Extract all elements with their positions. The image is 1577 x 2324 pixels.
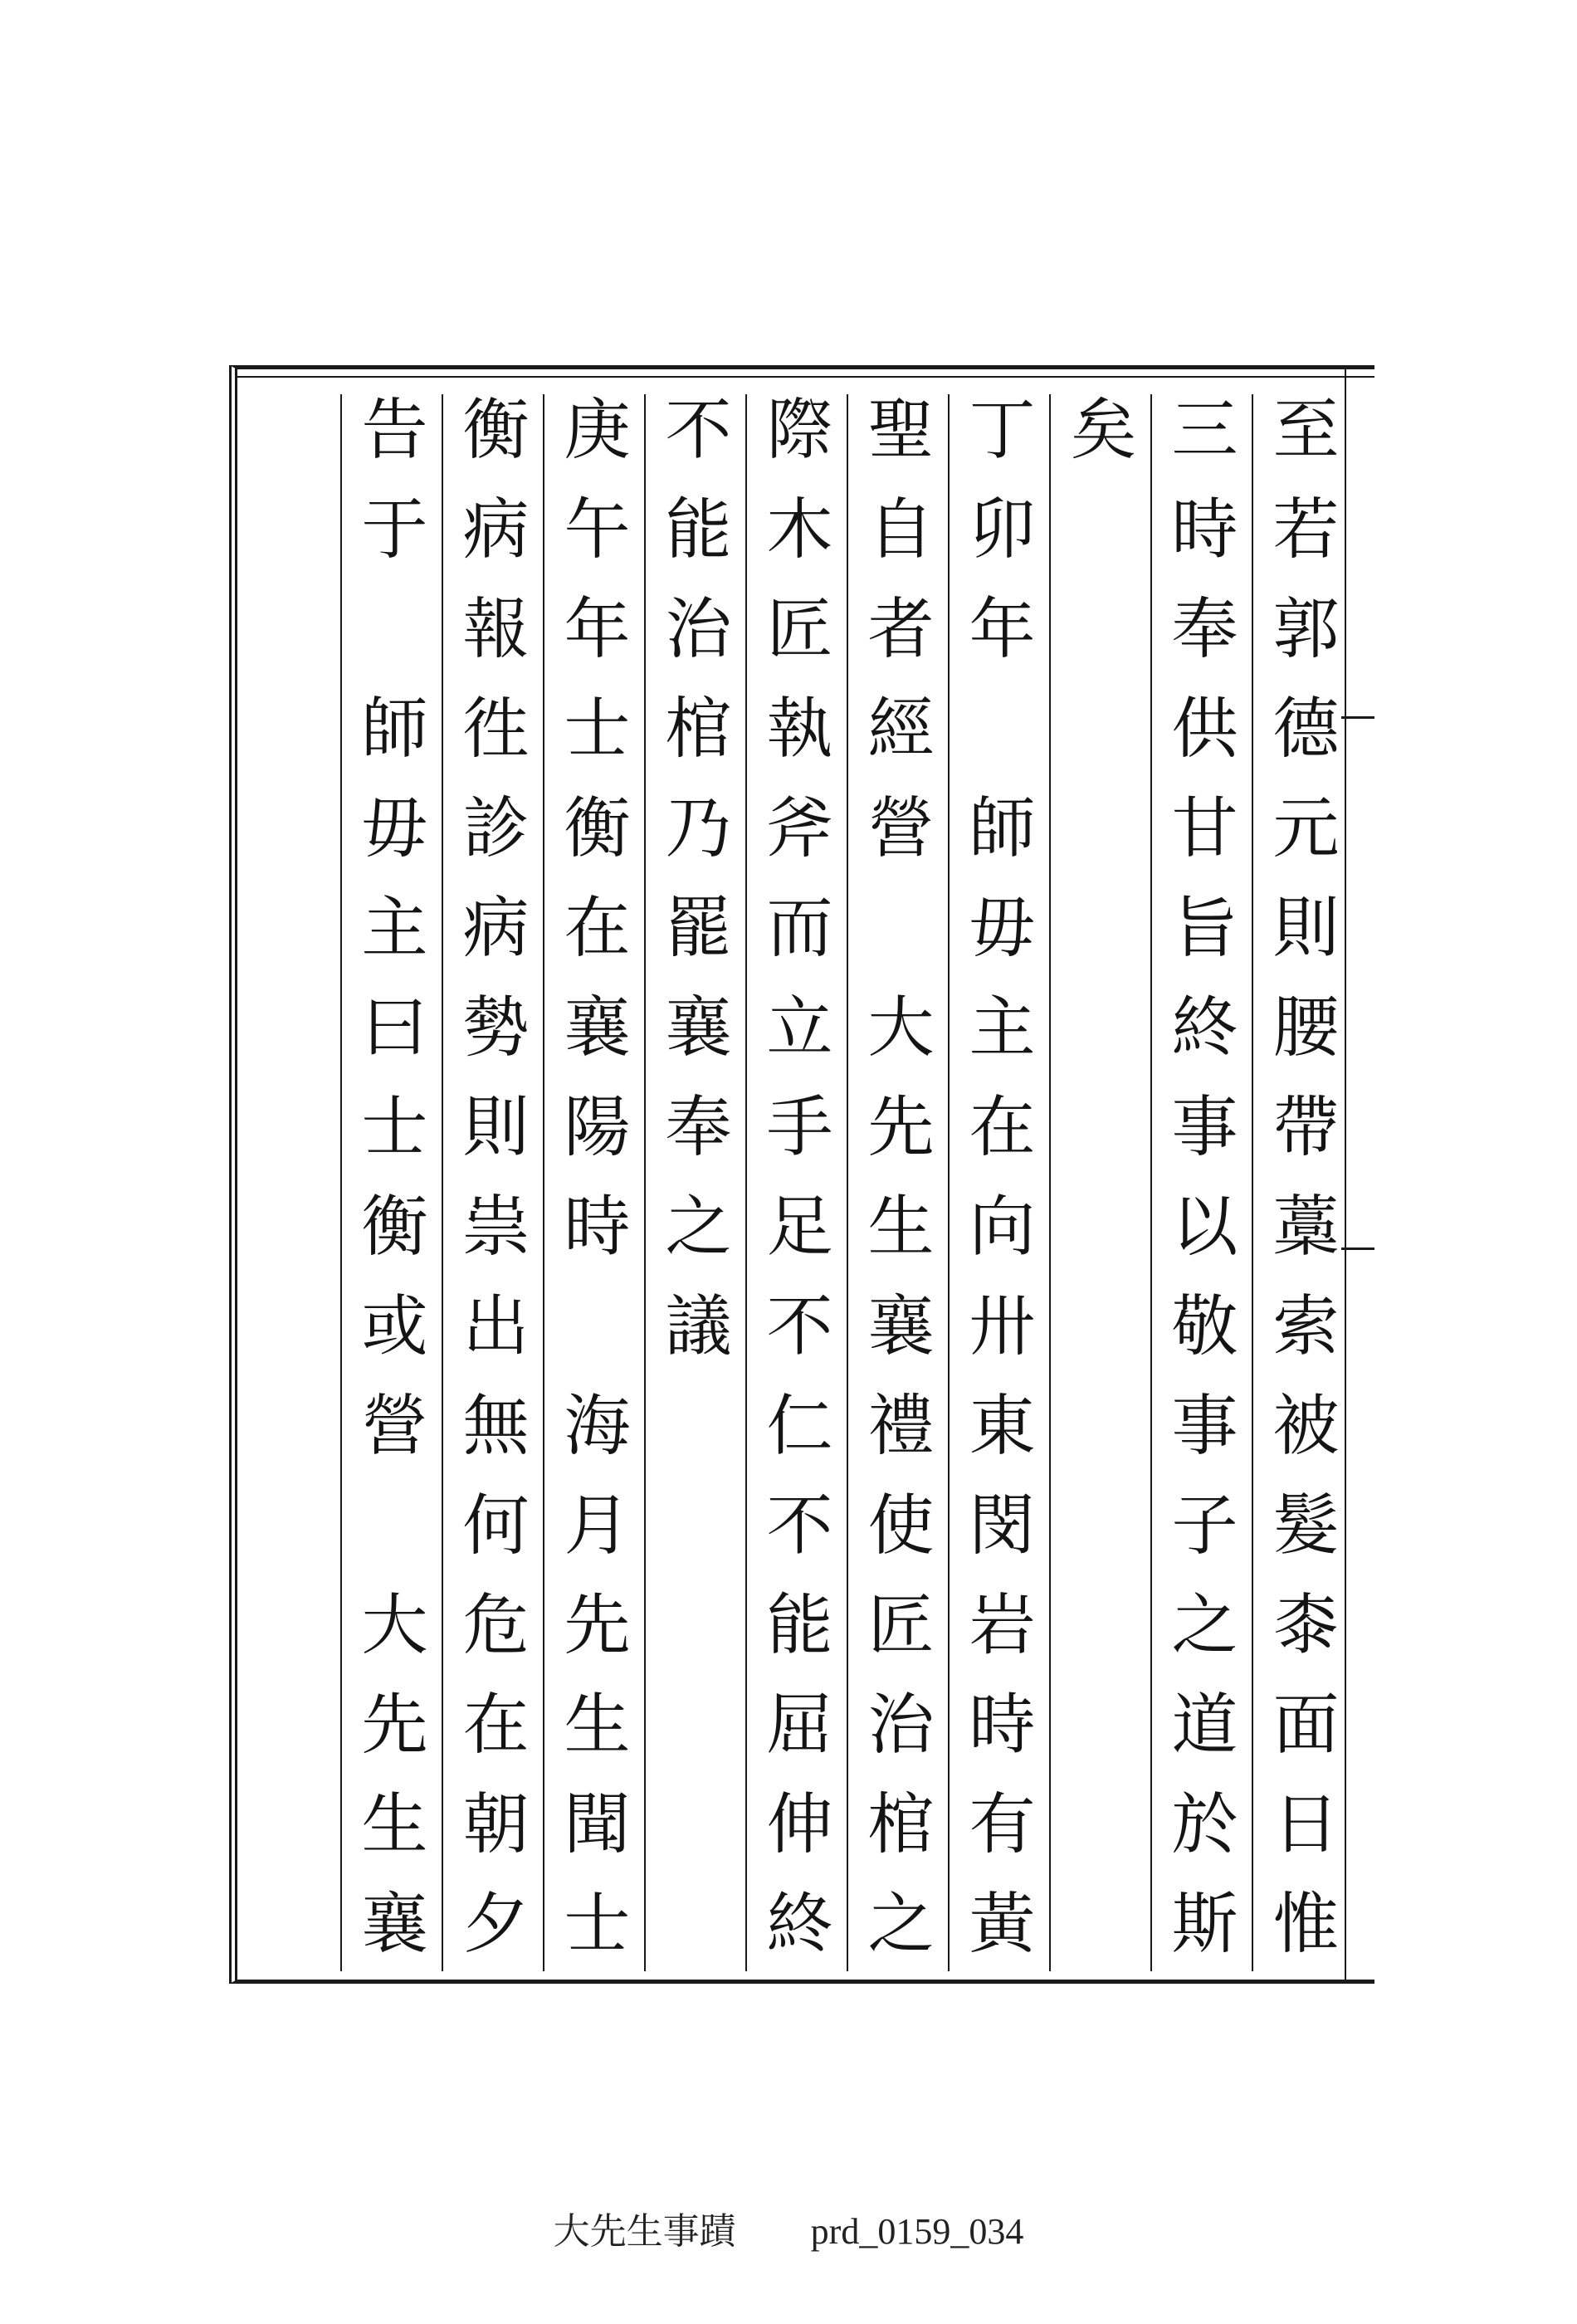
column-text: 至若郭德元則腰帶藁索被髮桼面日惟: [1262, 394, 1339, 1988]
column-text: 丁卯年 師毋主在向卅東閔岩時有黃: [958, 394, 1035, 1988]
text-column: [948, 394, 1041, 1988]
text-column: [340, 394, 433, 1988]
text-column: [644, 394, 737, 1971]
column-text: 庚午年士衡在襄陽時 海月先生聞士: [553, 394, 630, 1988]
column-text: 矣: [1059, 394, 1136, 494]
text-column: [745, 394, 838, 1988]
column-text: 際木匠執斧而立手足不仁不能屈伸終: [755, 394, 832, 1988]
column-text: 聖自者經營 大先生襄禮使匠治棺之: [857, 394, 934, 1988]
margin-tab-mark: [1341, 1247, 1374, 1250]
text-column: [1049, 394, 1142, 1971]
page-frame: [229, 365, 1374, 1988]
column-text: 三時奉供甘旨終事以敬事子之道於斯: [1160, 394, 1238, 1988]
footer-title: 大先生事蹟: [553, 2211, 736, 2252]
column-text: 告于 師毋主曰士衡或營 大先生襄: [350, 394, 427, 1988]
text-column: [847, 394, 940, 1988]
column-text: 不能治棺乃罷襄奉之議: [654, 394, 731, 1390]
column-text: 衡病報徃診病勢則祟出無何危在朝夕: [452, 394, 529, 1988]
margin-tab-mark: [1341, 716, 1374, 719]
text-column: [442, 394, 535, 1988]
text-column: [543, 394, 636, 1988]
text-column: [1252, 394, 1345, 1988]
text-column: [1150, 394, 1243, 1988]
footer-code: prd_0159_034: [810, 2211, 1024, 2252]
page-footer: [0, 2201, 1577, 2254]
